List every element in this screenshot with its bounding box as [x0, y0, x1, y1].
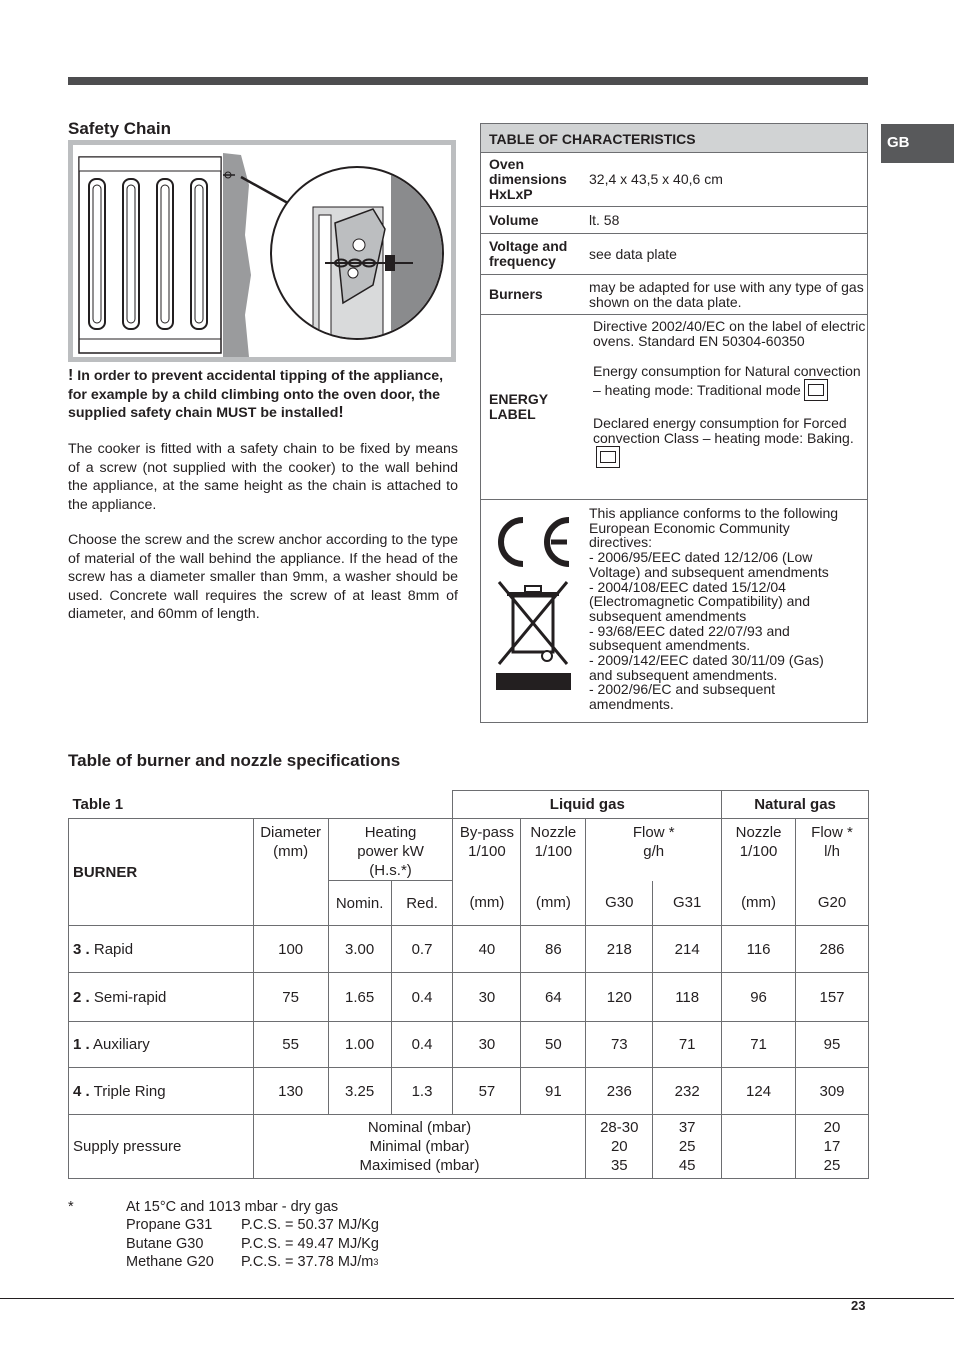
table-row: Burners may be adapted for use with any type of gas shown on the data plate.: [481, 275, 867, 315]
table-row: 1 . Auxiliary 55 1.00 0.4 30 50 73 71 71 95: [69, 1022, 869, 1068]
table-row: 4 . Triple Ring 130 3.25 1.3 57 91 236 232 124 309: [69, 1068, 869, 1115]
burner-specification-table: Table 1 Liquid gas Natural gas BURNER Diameter (mm) Heating power kW (H.s.*) By-pass 1/100 Nozzle 1/100 Flow * g/h Nozzle 1/100 Flow * l/h Nomin. Red. (mm) (mm) G30 G31 (mm) G20 3 . Rapid 100 3.00 0.7 40 86 218 214 116 286 2 . Semi-rapid 75 1.65 0.4 30 64 120 118 96 157 1 . Auxiliary 55 1.00 0.4 30 50 73 71 71 95 4 . Triple Ring 130 3.25 1.3 57 91 236 232 124 309 Supply pressure Nominal (mbar) Minimal (mbar) Maximised (mbar) 28-30 20 35 37 25 45 20 17 25: [68, 790, 869, 1179]
safety-paragraph-1: The cooker is fitted with a safety chain to be fixed by means of a screw (not supplied with the cooker) to the wall behind the appliance, at the same height as the chain is attached to the appliance.: [68, 441, 458, 513]
top-rule: [68, 77, 868, 85]
table-row: 3 . Rapid 100 3.00 0.7 40 86 218 214 116 286: [69, 926, 869, 973]
supply-pressure-row: Supply pressure Nominal (mbar) Minimal (mbar) Maximised (mbar) 28-30 20 35 37 25 45 20 17 25: [69, 1115, 869, 1179]
characteristics-header: TABLE OF CHARACTERISTICS: [481, 124, 867, 153]
weee-bin-icon: [496, 582, 571, 690]
energy-natural: Energy consumption for Natural convection – heating mode: Traditional mode: [593, 364, 867, 401]
energy-label-row: ENERGY LABEL Directive 2002/40/EC on the label of electric ovens. Standard EN 50304-60350 Energy consumption for Natural convection – heating mode: Traditional mode Declared energy consumption for Forced convection Class – heating mode: Baking.: [481, 315, 867, 500]
bottom-rule: [0, 1298, 954, 1299]
page-number: 23: [851, 1298, 866, 1313]
burner-table-title: Table of burner and nozzle specifications: [68, 751, 401, 770]
table-row: Voltage and frequency see data plate: [481, 234, 867, 275]
safety-chain-illustration: [68, 140, 456, 362]
table-row: Oven dimensions HxLxP 32,4 x 43,5 x 40,6 cm: [481, 153, 867, 207]
conformity-row: [481, 500, 867, 722]
energy-directive: Directive 2002/40/EC on the label of electric ovens. Standard EN 50304-60350: [593, 318, 866, 349]
baking-mode-icon: [596, 446, 620, 468]
table-row: Volume lt. 58: [481, 207, 867, 234]
traditional-mode-icon: [804, 379, 828, 401]
conformity-text: This appliance conforms to the following European Economic Community directives: - 2006/95/EEC dated 12/12/06 (Low Voltage) and subsequent amendments - 2004/108/EEC dated 15/12/04 (Electromagnetic Compatibility) and subsequent amendments - 93/68/EEC dated 22/07/93 and subsequent amendments. - 2009/142/EEC dated 30/11/09 (Gas) and subsequent amendments. - 2002/96/EC and subsequent amendments.: [589, 505, 839, 713]
language-tab: GB: [881, 124, 954, 163]
energy-forced: Declared energy consumption for Forced convection Class – heating mode: Baking.: [593, 416, 867, 468]
table-row: 2 . Semi-rapid 75 1.65 0.4 30 64 120 118 96 157: [69, 973, 869, 1022]
safety-chain-title: Safety Chain: [68, 119, 171, 138]
ce-mark-icon: [501, 520, 569, 564]
safety-warning: ! In order to prevent accidental tipping of the appliance, for example by a child climbing onto the oven door, the supplied safety chain MUST be installed!: [68, 367, 444, 421]
cooker-chain-drawing: [73, 145, 451, 357]
characteristics-table: [480, 123, 868, 723]
safety-paragraph-2: Choose the screw and the screw anchor according to the type of material of the wall behind the appliance. If the head of the screw has a diameter smaller than 9mm, a washer should be used. Concrete wall requires the screw of at least 8mm of diameter, and 60mm of length.: [68, 532, 458, 622]
